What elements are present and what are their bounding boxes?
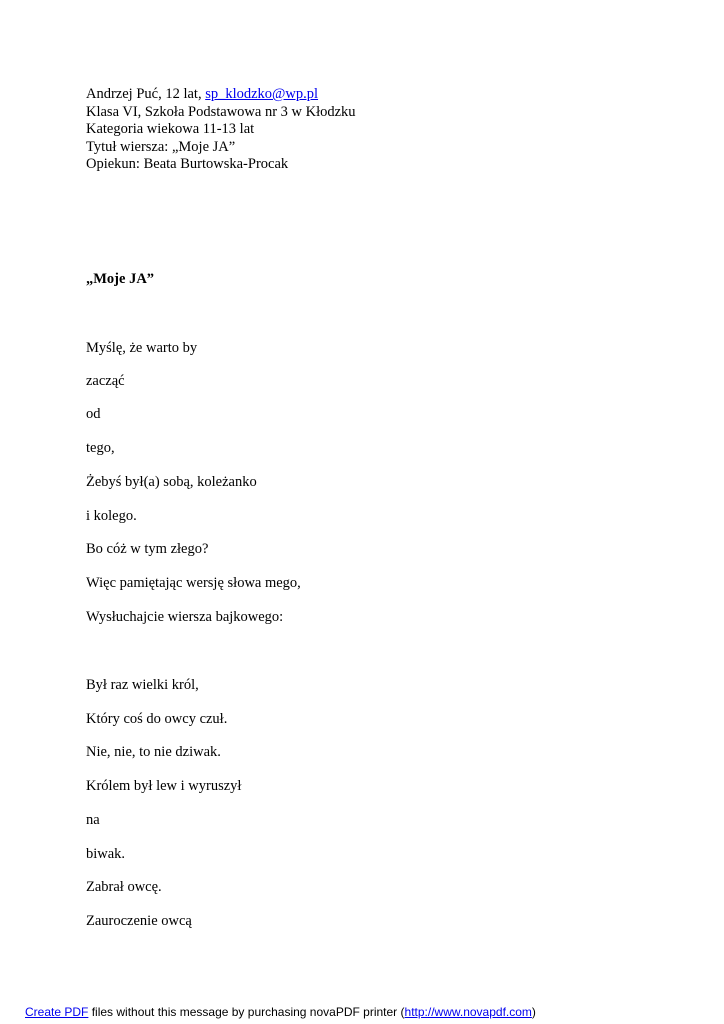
category-line: Kategoria wiekowa 11-13 lat (86, 121, 255, 137)
poem-line: Bo cóż w tym złego? (86, 541, 209, 557)
poem-line: biwak. (86, 846, 126, 862)
create-pdf-link[interactable]: Create PDF (25, 1005, 89, 1019)
footer-text-end: ) (531, 1005, 536, 1019)
poem-line: Który coś do owcy czuł. (86, 711, 228, 727)
poem-line: od (86, 406, 101, 422)
poem-line: Nie, nie, to nie dziwak. (86, 744, 221, 760)
poem-title: „Moje JA” (86, 271, 155, 287)
poem-line: na (86, 812, 100, 828)
poem-line: Myślę, że warto by (86, 340, 198, 356)
school-line: Klasa VI, Szkoła Podstawowa nr 3 w Kłodzku (86, 103, 356, 120)
poem-line: tego, (86, 440, 115, 456)
poem-line: Wysłuchajcie wiersza bajkowego: (86, 609, 284, 625)
novapdf-link[interactable]: http://www.novapdf.com (404, 1005, 532, 1019)
author-info-block (86, 86, 356, 174)
poem-line: Żebyś był(a) sobą, koleżanko (86, 474, 257, 490)
author-name: Andrzej Puć, 12 lat, (86, 86, 206, 102)
poem-title-line: Tytuł wiersza: „Moje JA” (86, 138, 236, 155)
poem-line: Królem był lew i wyruszył (86, 778, 242, 794)
poem-line: Zabrał owcę. (86, 879, 162, 895)
guardian-line: Opiekun: Beata Burtowska-Procak (86, 156, 289, 172)
poem-line: i kolego. (86, 508, 137, 524)
poem-line: Zauroczenie owcą (86, 913, 192, 929)
author-line (86, 86, 356, 104)
poem-line: Był raz wielki król, (86, 677, 199, 693)
poem-line: zacząć (86, 373, 125, 389)
pdf-footer (25, 1005, 536, 1019)
footer-text: files without this message by purchasing novaPDF printer ( (88, 1005, 405, 1019)
poem-line: Więc pamiętając wersję słowa mego, (86, 575, 301, 591)
email-link[interactable]: sp_klodzko@wp.pl (205, 86, 319, 102)
